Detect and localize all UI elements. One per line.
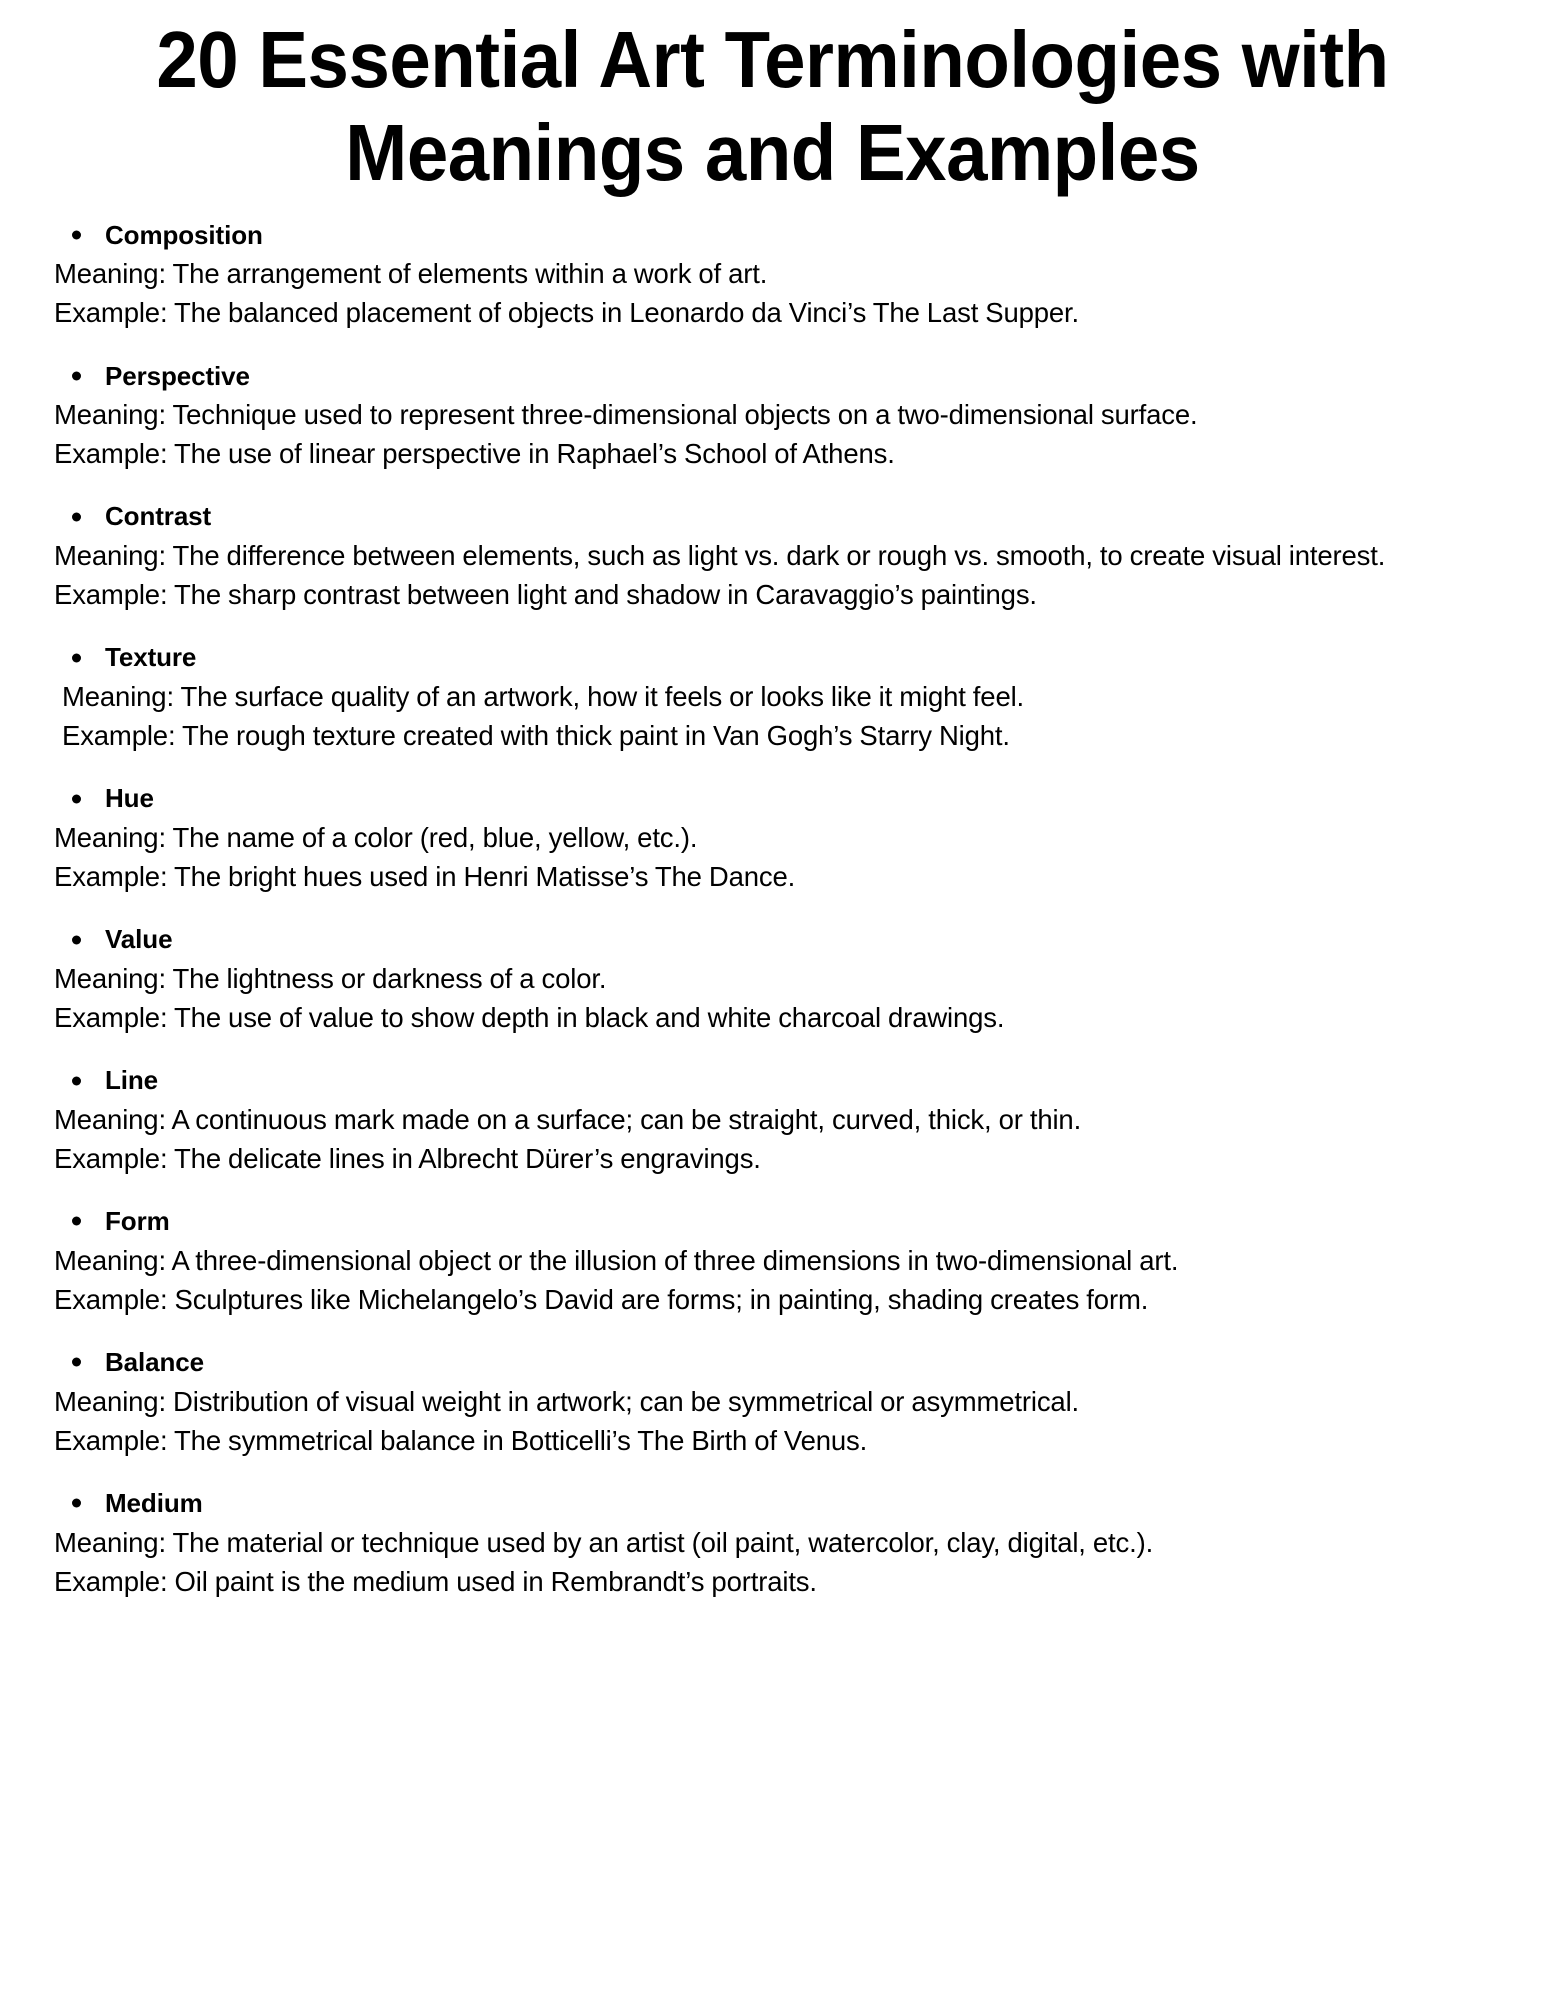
- bullet-icon: [72, 653, 81, 662]
- term-entry: [0, 1204, 1545, 1319]
- term-example: Example: The rough texture created with thick paint in Van Gogh’s Starry Night.: [62, 720, 1010, 752]
- term-meaning: Meaning: The difference between elements, such as light vs. dark or rough vs. smooth, to create visual interest.: [54, 540, 1386, 572]
- term-name: [0, 499, 1545, 534]
- bullet-icon: [72, 512, 81, 521]
- term-entry: [0, 1063, 1545, 1178]
- term-meaning: Meaning: The name of a color (red, blue, yellow, etc.).: [54, 822, 698, 854]
- term-name: [0, 218, 1545, 253]
- term-name-label: Composition: [105, 219, 263, 250]
- term-name-label: Balance: [105, 1346, 205, 1377]
- term-example: Example: The delicate lines in Albrecht Dürer’s engravings.: [54, 1143, 761, 1174]
- term-name: [0, 640, 1545, 675]
- term-meaning: Meaning: Technique used to represent three-dimensional objects on a two-dimensional surface.: [54, 399, 1198, 431]
- term-example: Example: The bright hues used in Henri Matisse’s The Dance.: [54, 861, 796, 893]
- term-name: [0, 1345, 1545, 1380]
- term-example: Example: Sculptures like Michelangelo’s David are forms; in painting, shading creates form.: [54, 1283, 1149, 1315]
- term-meaning: Meaning: The lightness or darkness of a color.: [54, 963, 607, 995]
- term-entry: [0, 1345, 1545, 1460]
- bullet-icon: [72, 1499, 81, 1508]
- term-example: Example: The use of linear perspective in Raphael’s School of Athens.: [54, 438, 895, 470]
- page-title: 20 Essential Art Terminologies with Meanings and Examples: [156, 15, 1389, 197]
- term-name: [0, 1204, 1545, 1239]
- term-name-label: Texture: [105, 642, 197, 673]
- term-name: [0, 1486, 1545, 1521]
- term-name-label: Medium: [105, 1487, 203, 1518]
- term-entry: [0, 922, 1545, 1037]
- term-entry: [0, 218, 1545, 333]
- term-name: [0, 1063, 1545, 1098]
- bullet-icon: [72, 1358, 81, 1367]
- term-name-label: Value: [105, 924, 173, 955]
- term-meaning: Meaning: The arrangement of elements within a work of art.: [54, 258, 768, 290]
- term-name-label: Line: [105, 1065, 159, 1096]
- art-terms-list: [0, 218, 1545, 1601]
- bullet-icon: [72, 1217, 81, 1226]
- term-name-label: Form: [105, 1206, 170, 1237]
- bullet-icon: [72, 1076, 81, 1085]
- term-entry: [0, 640, 1545, 755]
- term-example: Example: The symmetrical balance in Botticelli’s The Birth of Venus.: [54, 1424, 868, 1456]
- bullet-icon: [72, 371, 81, 380]
- term-meaning: Meaning: A three-dimensional object or the illusion of three dimensions in two-dimensional art.: [54, 1244, 1179, 1276]
- term-entry: [0, 359, 1545, 474]
- term-name: [0, 922, 1545, 957]
- term-meaning: Meaning: The material or technique used by an artist (oil paint, watercolor, clay, digital, etc.).: [54, 1526, 1154, 1558]
- term-entry: [0, 499, 1545, 614]
- term-name: [0, 781, 1545, 816]
- term-name-label: Contrast: [105, 501, 212, 532]
- term-example: Example: Oil paint is the medium used in Rembrandt’s portraits.: [54, 1565, 817, 1597]
- term-example: Example: The sharp contrast between light and shadow in Caravaggio’s paintings.: [54, 579, 1037, 611]
- term-meaning: Meaning: Distribution of visual weight in artwork; can be symmetrical or asymmetrical.: [54, 1385, 1080, 1417]
- bullet-icon: [72, 231, 81, 240]
- term-name-label: Perspective: [105, 360, 250, 391]
- bullet-icon: [72, 794, 81, 803]
- term-meaning: Meaning: A continuous mark made on a surface; can be straight, curved, thick, or thin.: [54, 1103, 1082, 1135]
- term-entry: [0, 1486, 1545, 1601]
- term-name: [0, 359, 1545, 394]
- term-meaning: Meaning: The surface quality of an artwork, how it feels or looks like it might feel.: [62, 681, 1025, 713]
- term-example: Example: The use of value to show depth in black and white charcoal drawings.: [54, 1002, 1005, 1034]
- term-name-label: Hue: [105, 783, 154, 814]
- bullet-icon: [72, 935, 81, 944]
- term-entry: [0, 781, 1545, 896]
- term-example: Example: The balanced placement of objects in Leonardo da Vinci’s The Last Supper.: [54, 297, 1080, 329]
